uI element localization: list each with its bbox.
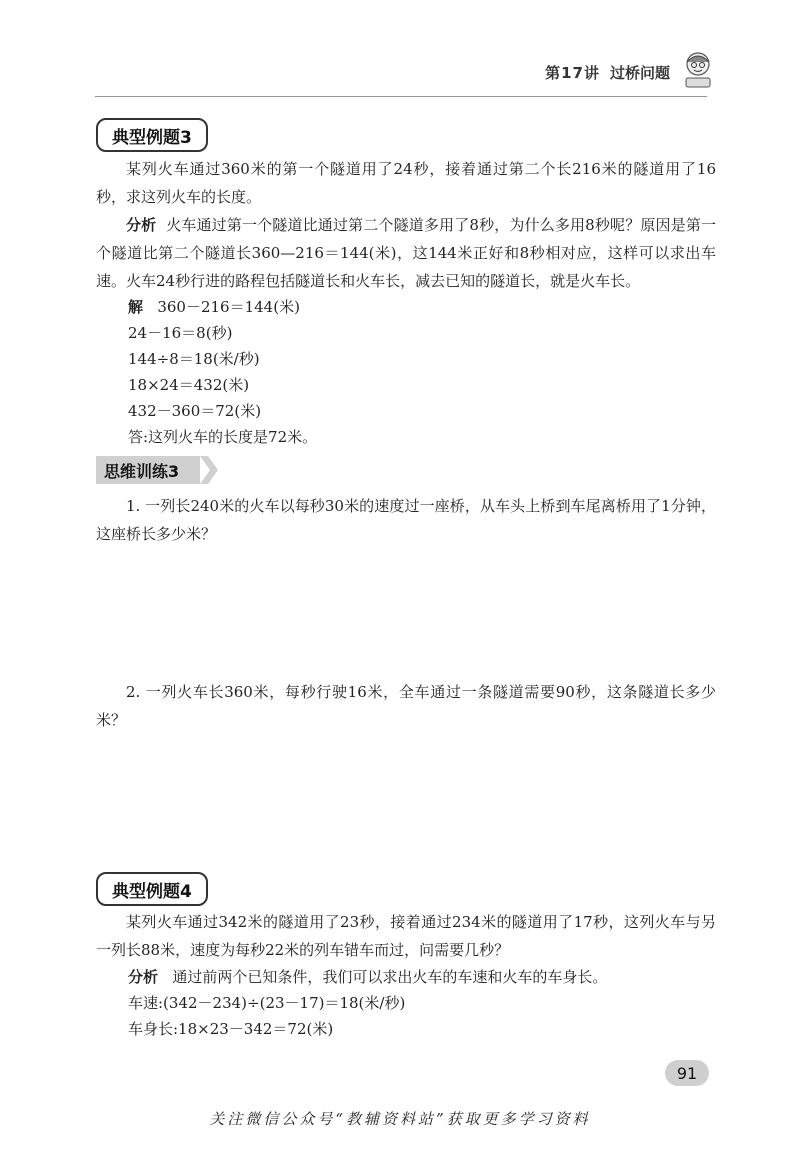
solution-step: 24－16＝8(秒) [128,324,233,342]
practice3-label: 思维训练3 [96,456,200,484]
solution-step: 144÷8＝18(米/秒) [128,350,260,368]
page-number: 91 [665,1060,709,1086]
lesson-title: 过桥问题 [609,64,670,82]
example3-answer: 答:这列火车的长度是72米。 [128,428,318,446]
example4-label: 典型例题4 [96,872,208,906]
mascot-icon [682,50,714,90]
example4-problem: 某列火车通过342米的隧道用了23秒，接着通过234米的隧道用了17秒，这列火车与另一列长88米，速度为每秒22米的列车错车而过，问需要几秒？ [96,913,716,959]
arrow-icon [200,456,220,484]
footer-note: 关注微信公众号“教辅资料站”获取更多学习资料 [209,1110,591,1128]
analysis-text: 通过前两个已知条件，我们可以求出火车的车速和火车的车身长。 [172,968,608,986]
lesson-number: 第17讲 [545,64,600,82]
solution-line [128,294,300,320]
example4-speed: 车速:(342－234)÷(23－17)＝18(米/秒) [128,994,406,1012]
analysis-label: 分析 [128,968,159,986]
page-header [545,62,670,83]
example3-label: 典型例题3 [96,118,208,152]
solution-step: 18×24＝432(米) [128,376,250,394]
example4-length: 车身长:18×23－342＝72(米) [128,1020,334,1038]
example3-problem: 某列火车通过360米的第一个隧道用了24秒，接着通过第二个长216米的隧道用了16秒，求这列火车的长度。 [96,160,716,206]
solution-step: 360－216＝144(米) [157,298,300,316]
header-divider [95,96,707,97]
solution-step: 432－360＝72(米) [128,402,262,420]
example4-analysis [128,964,607,990]
practice3-question-1: 1. 一列长240米的火车以每秒30米的速度过一座桥，从车头上桥到车尾离桥用了1分钟，这座桥长多少米？ [96,497,716,543]
solution-label: 解 [128,298,144,316]
practice3-question-2: 2. 一列火车长360米，每秒行驶16米，全车通过一条隧道需要90秒，这条隧道长多少米？ [96,683,716,729]
example3-analysis [96,211,716,295]
analysis-text: 火车通过第一个隧道比通过第二个隧道多用了8秒，为什么多用8秒呢？原因是第一个隧道比第二个隧道长360—216＝144(米)，这144米正好和8秒相对应，这样可以求出车速。火车24秒行进的路程包括隧道长和火车长，减去已知的隧道长，就是火车长。 [96,216,716,290]
analysis-label: 分析 [126,216,157,234]
